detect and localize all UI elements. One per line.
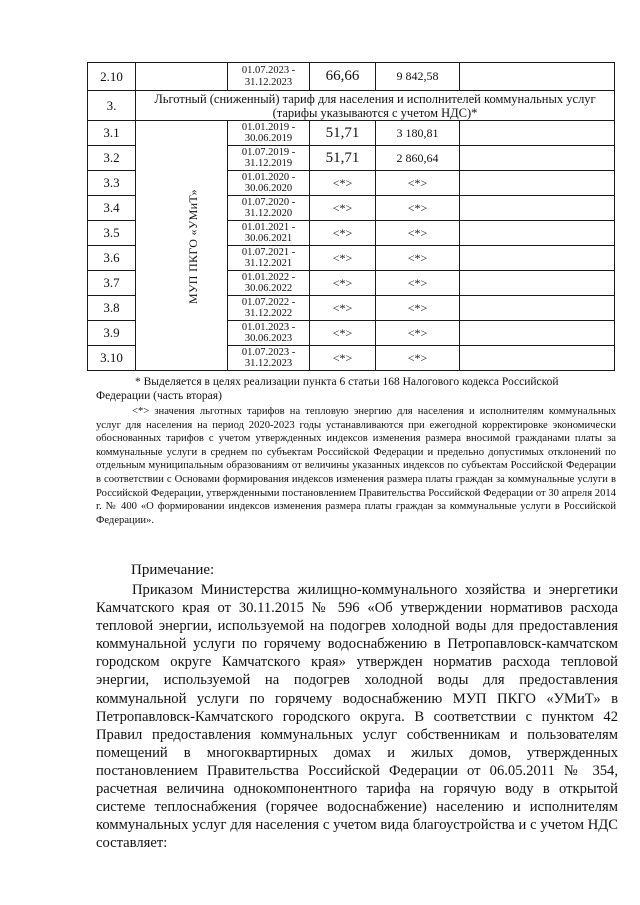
period-from: 01.07.2023 - [241, 65, 296, 76]
note-title: Примечание: [131, 562, 215, 578]
period-to: 30.06.2021 [244, 233, 293, 244]
empty-cell [460, 296, 615, 321]
empty-cell [460, 246, 615, 271]
empty-cell [460, 321, 615, 346]
empty-cell [460, 146, 615, 171]
row-number: 3.10 [88, 346, 136, 371]
period-cell [228, 196, 310, 221]
period-from: 01.01.2019 - [241, 121, 296, 133]
period-to: 31.12.2020 [244, 208, 293, 219]
marker-footnote: <*> значения льготных тарифов на тепловую энергию для населения и исполнителям коммунальных услуг для населения на период 2020-2023 годы устанавливаются при ежегодной корректировке экономически обоснованных тарифов с учетом утвержденных индексов изменения размера вносимой гражданами платы за коммунальные услуги в среднем по субъектам Российской Федерации и предельно допустимых отклонений по отдельным муниципальным образованиям от величины указанных индексов по субъектам Российской Федерации в соответствии с Основами формирования индексов изменения размера платы граждан за коммунальные услуги в Российской Федерации, утвержденными постановлением Правительства Российской Федерации от 30 апреля 2014 г. № 400 «О формировании индексов изменения размера платы граждан за коммунальные услуги в Российской Федерации». [96, 406, 616, 526]
period-cell [228, 246, 310, 271]
row-number: 3.7 [88, 271, 136, 296]
empty-cell [460, 63, 615, 91]
row-number: 3.5 [88, 221, 136, 246]
period-from: 01.07.2023 - [241, 346, 296, 358]
tariff-value: <*> [310, 246, 376, 271]
tariff-value: <*> [310, 346, 376, 371]
table-row [88, 63, 615, 91]
period-to: 31.12.2021 [244, 258, 293, 269]
tariff-value: 51,71 [310, 146, 376, 171]
tariff-value-2: 2 860,64 [376, 146, 460, 171]
period-to: 30.06.2023 [244, 333, 293, 344]
tariff-value-2: 9 842,58 [376, 63, 460, 91]
period-from: 01.07.2022 - [241, 296, 296, 308]
period-from: 01.07.2019 - [241, 146, 296, 158]
period-cell [228, 121, 310, 146]
org-name: МУП ПКГО «УМиТ» [185, 188, 200, 304]
vat-footnote-line2: Федерации (часть вторая) [96, 390, 222, 402]
tariff-value-2: <*> [376, 321, 460, 346]
tariff-value-2: <*> [376, 271, 460, 296]
tariff-value: 51,71 [310, 121, 376, 146]
row-number: 3.3 [88, 171, 136, 196]
period-to: 30.06.2020 [244, 183, 293, 194]
period-from: 01.01.2020 - [241, 171, 296, 183]
org-name-cell [136, 121, 228, 371]
empty-cell [460, 196, 615, 221]
org-cell-top [136, 63, 228, 91]
tariff-value: <*> [310, 171, 376, 196]
empty-cell [460, 221, 615, 246]
tariff-value: <*> [310, 296, 376, 321]
period-to: 31.12.2023 [244, 358, 293, 369]
vat-footnote-line1: * Выделяется в целях реализации пункта 6 статьи 168 Налогового кодекса Российской [135, 376, 559, 388]
empty-cell [460, 121, 615, 146]
period-cell [228, 271, 310, 296]
period-cell [228, 321, 310, 346]
empty-cell [460, 346, 615, 371]
empty-cell [460, 271, 615, 296]
row-number: 3.4 [88, 196, 136, 221]
row-number: 3.1 [88, 121, 136, 146]
period-from: 01.01.2023 - [241, 321, 296, 333]
tariff-value-2: <*> [376, 346, 460, 371]
period-cell [228, 63, 310, 91]
period-to: 30.06.2019 [244, 133, 293, 144]
tariff-value: <*> [310, 321, 376, 346]
row-number: 2.10 [88, 63, 136, 91]
section-header-line2: (тарифы указываются с учетом НДС)* [272, 105, 478, 120]
tariff-value: <*> [310, 196, 376, 221]
section-header [136, 91, 615, 121]
period-from: 01.01.2021 - [241, 221, 296, 233]
period-cell [228, 146, 310, 171]
section-header-row [88, 91, 615, 121]
tariff-value: 66,66 [310, 63, 376, 91]
empty-cell [460, 171, 615, 196]
section-header-line1: Льготный (сниженный) тариф для населения и исполнителей коммунальных услуг [154, 91, 596, 106]
note-body: Приказом Министерства жилищно-коммунального хозяйства и энергетики Камчатского края от 30.11.2015 № 596 «Об утверждении нормативов расхода тепловой энергии, используемой на подогрев холодной воды для предоставления коммунальной услуги по горячему водоснабжению в Петропавловск-камчатском городском округе Камчатского края» утвержден норматив расхода тепловой энергии, используемой на подогрев холодной воды для предоставления коммунальной услуги по горячему водоснабжению МУП ПКГО «УМиТ» в Петропавловск-Камчатского городского округа. В соответствии с пунктом 42 Правил предоставления коммунальных услуг собственникам и пользователям помещений в многоквартирных домах и жилых домов, утвержденных постановлением Правительства Российской Федерации от 06.05.2011 № 354, расчетная величина однокомпонентного тарифа на горячую воду в открытой системе теплоснабжения (горячее водоснабжение) населению и исполнителям коммунальных услуг для населения с учетом вида благоустройства и с учетом НДС составляет: [96, 582, 618, 852]
tariff-value-2: <*> [376, 221, 460, 246]
tariff-value-2: <*> [376, 171, 460, 196]
period-cell [228, 296, 310, 321]
period-cell [228, 221, 310, 246]
tariff-value-2: <*> [376, 246, 460, 271]
period-cell [228, 171, 310, 196]
row-number: 3.8 [88, 296, 136, 321]
period-to: 31.12.2019 [244, 158, 293, 169]
tariff-table [87, 62, 615, 371]
period-to: 31.12.2022 [244, 308, 293, 319]
tariff-value-2: <*> [376, 196, 460, 221]
row-number: 3.6 [88, 246, 136, 271]
period-from: 01.07.2021 - [241, 246, 296, 258]
tariff-rows [88, 121, 615, 371]
period-from: 01.01.2022 - [241, 271, 296, 283]
row-number: 3.9 [88, 321, 136, 346]
tariff-value: <*> [310, 271, 376, 296]
period-to: 31.12.2023 [244, 76, 293, 88]
period-cell [228, 346, 310, 371]
period-from: 01.07.2020 - [241, 196, 296, 208]
tariff-value-2: <*> [376, 296, 460, 321]
table-row [88, 121, 615, 146]
tariff-value-2: 3 180,81 [376, 121, 460, 146]
row-number: 3.2 [88, 146, 136, 171]
tariff-value: <*> [310, 221, 376, 246]
section-number: 3. [88, 91, 136, 121]
period-to: 30.06.2022 [244, 283, 293, 294]
